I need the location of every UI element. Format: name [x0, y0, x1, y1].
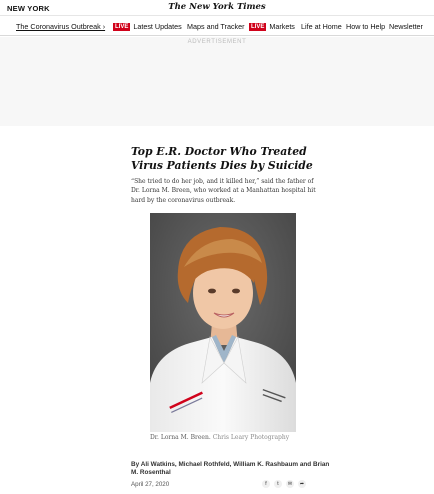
advertisement-label: ADVERTISEMENT: [187, 39, 247, 45]
nav-life-at-home[interactable]: Life at Home: [301, 22, 342, 31]
section-label[interactable]: NEW YORK: [7, 4, 50, 13]
article-date: April 27, 2020: [131, 481, 170, 488]
nav-maps-tracker[interactable]: Maps and Tracker: [187, 22, 245, 31]
article-headline: Top E.R. Doctor Who Treated Virus Patients Dies by Suicide: [131, 145, 313, 172]
nav-coronavirus-outbreak[interactable]: The Coronavirus Outbreak ›: [16, 22, 106, 31]
photo-caption: [150, 434, 300, 442]
article-photo[interactable]: [150, 213, 296, 432]
live-badge: LIVE: [115, 24, 129, 30]
article-summary: “She tried to do her job, and it killed her,” said the father of Dr. Lorna M. Breen, who worked at a Manhattan hospital hit hard by the coronavirus outbreak.: [131, 178, 316, 204]
nav-bar: [0, 17, 434, 36]
caption-text: Dr. Lorna M. Breen.: [150, 434, 211, 441]
article-byline[interactable]: By Ali Watkins, Michael Rothfeld, William K. Rashbaum and Brian M. Rosenthal: [131, 461, 330, 476]
nav-latest-updates-label: Latest Updates: [133, 22, 182, 31]
masthead-logo[interactable]: The New York Times: [168, 2, 266, 12]
nav-latest-updates[interactable]: [113, 22, 182, 31]
portrait-illustration: [150, 213, 296, 432]
email-icon[interactable]: ✉: [287, 481, 293, 487]
share-icon[interactable]: ➦: [299, 481, 305, 487]
nav-markets[interactable]: [249, 22, 295, 31]
advertisement-slot[interactable]: [0, 37, 434, 126]
nav-newsletter[interactable]: Newsletter: [389, 22, 423, 31]
top-bar: [0, 0, 434, 16]
twitter-icon[interactable]: t: [274, 480, 282, 488]
nav-how-to-help[interactable]: How to Help: [346, 22, 386, 31]
live-badge: LIVE: [251, 24, 265, 30]
nav-markets-label: Markets: [269, 22, 295, 31]
facebook-icon[interactable]: f: [262, 480, 270, 488]
photo-credit: Chris Leary Photography: [212, 434, 290, 441]
